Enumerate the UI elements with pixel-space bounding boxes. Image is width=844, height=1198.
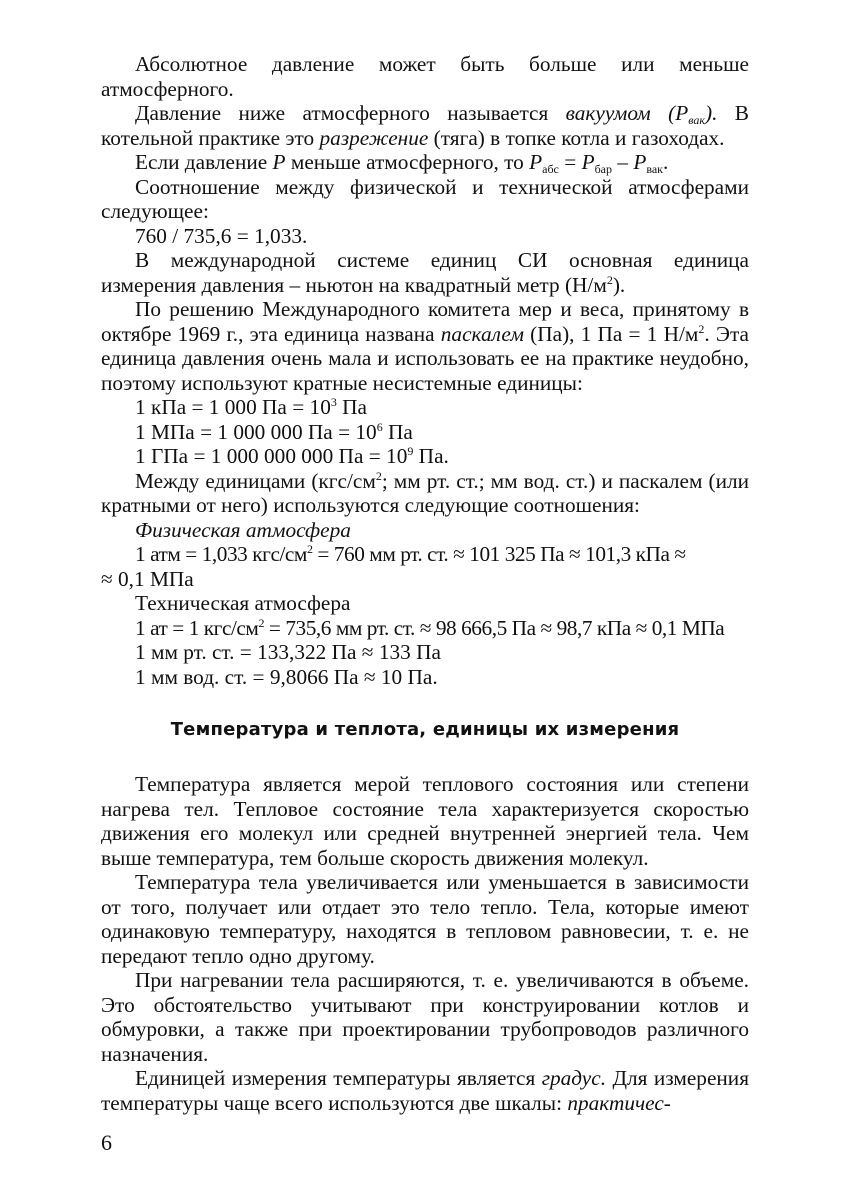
paragraph-unit-relations: Между единицами ($кгс/см^2$; мм рт. ст.; мм вод. ст.) и паскалем (или кратными от него) используются следующие соотношения: (101, 468, 749, 517)
paragraph-degree-unit: Единицей измерения температуры является градус. Для измерения температуры чаще всего используются две шкалы: практичес- (101, 1066, 749, 1115)
paragraph-thermal-expansion: При нагревании тела расширяются, т. е. увеличиваются в объеме. Это обстоятельство учитывают при конструировании котлов и обмуровки, а также при проектировании трубопроводов различного назначения. (101, 968, 749, 1066)
formula-mercury-mm: 1 мм рт. ст. = 133,322 Па ≈ 133 Па (135, 640, 441, 664)
formula-mpa: 1 МПа = 1 000 000 Па = $10^6$ Па (135, 419, 413, 444)
term-rarefaction: разрежение (319, 125, 429, 150)
formula-physical-atmosphere: 1 атм = 1,033 кгс/$см^2 = 760$ мм рт. ст. ≈ 101 325 Па ≈ 101,3 кПа ≈ (135, 542, 686, 566)
term-degree: градус. (541, 1066, 607, 1090)
paragraph-vacuum: Давление ниже атмосферного называется вакуумом $(P_{вак})$. В котельной практике это разрежение (тяга) в топке котла и газоходах. (101, 101, 749, 150)
term-pascal: паскалем (440, 321, 524, 346)
formula-technical-atmosphere: 1 ат = 1 кгс/$см^2 = 735,6$ мм рт. ст. ≈ 98 666,5 Па ≈ 98,7 кПа ≈ 0,1 МПа (135, 615, 725, 640)
paragraph-temperature-definition: Температура является мерой теплового состояния или степени нагрева тел. Тепловое состояние тела характеризуется скоростью движения его молекул или средней внутренней энергией тела. Чем выше температура, тем больше скорость движения молекул. (101, 772, 749, 870)
text-block-pressure (101, 52, 749, 689)
formula-physical-atmosphere-cont: ≈ 0,1 МПа (101, 566, 194, 591)
formula-water-mm: 1 мм вод. ст. = 9,8066 Па ≈ 10 Па. (135, 664, 438, 689)
paragraph-thermal-equilibrium: Температура тела увеличивается или уменьшается в зависимости от того, получает или отдает это тело тепло. Тела, которые имеют одинаковую температуру, находятся в тепловом равновесии, т. е. не передают тепло одно другому. (101, 870, 749, 968)
formula-gpa: 1 ГПа = 1 000 000 000 Па = $10^9$ Па. (135, 444, 449, 468)
paragraph-pascal: По решению Международного комитета мер и веса, принятому в октябре 1969 г., эта единица названа паскалем (Па), 1 Па = 1 $Н/м^2$. Эта единица давления очень мала и использовать ее на практике неудобно, поэтому используют кратные несистемные единицы: (101, 297, 749, 395)
label-physical-atmosphere: Физическая атмосфера (135, 517, 351, 542)
label-technical-atmosphere: Техническая атмосфера (135, 591, 351, 615)
term-vacuum: вакуумом $(P_{вак})$. (565, 101, 718, 127)
term-practical: практичес- (567, 1090, 671, 1115)
text-block-temperature (101, 772, 749, 1115)
paragraph-atmosphere-ratio: Соотношение между физической и технической атмосферами следующее: (101, 174, 749, 223)
page-number: 6 (101, 1130, 112, 1155)
paragraph-pressure-formula: Если давление P меньше атмосферного, то $P_{абс} = P_{бар} - P_{вак}$. (135, 150, 669, 176)
formula-kpa: 1 кПа = 1 000 Па = $10^3$ Па (135, 395, 368, 419)
paragraph-si-unit: В международной системе единиц СИ основная единица измерения давления – ньютон на квадратный метр $(Н/м^2)$. (101, 248, 749, 297)
paragraph-absolute-pressure: Абсолютное давление может быть больше или меньше атмосферного. (101, 52, 749, 101)
section-heading: Температура и теплота, единицы их измерения (170, 719, 680, 740)
formula-ratio: 760 / 735,6 = 1,033. (135, 223, 308, 248)
